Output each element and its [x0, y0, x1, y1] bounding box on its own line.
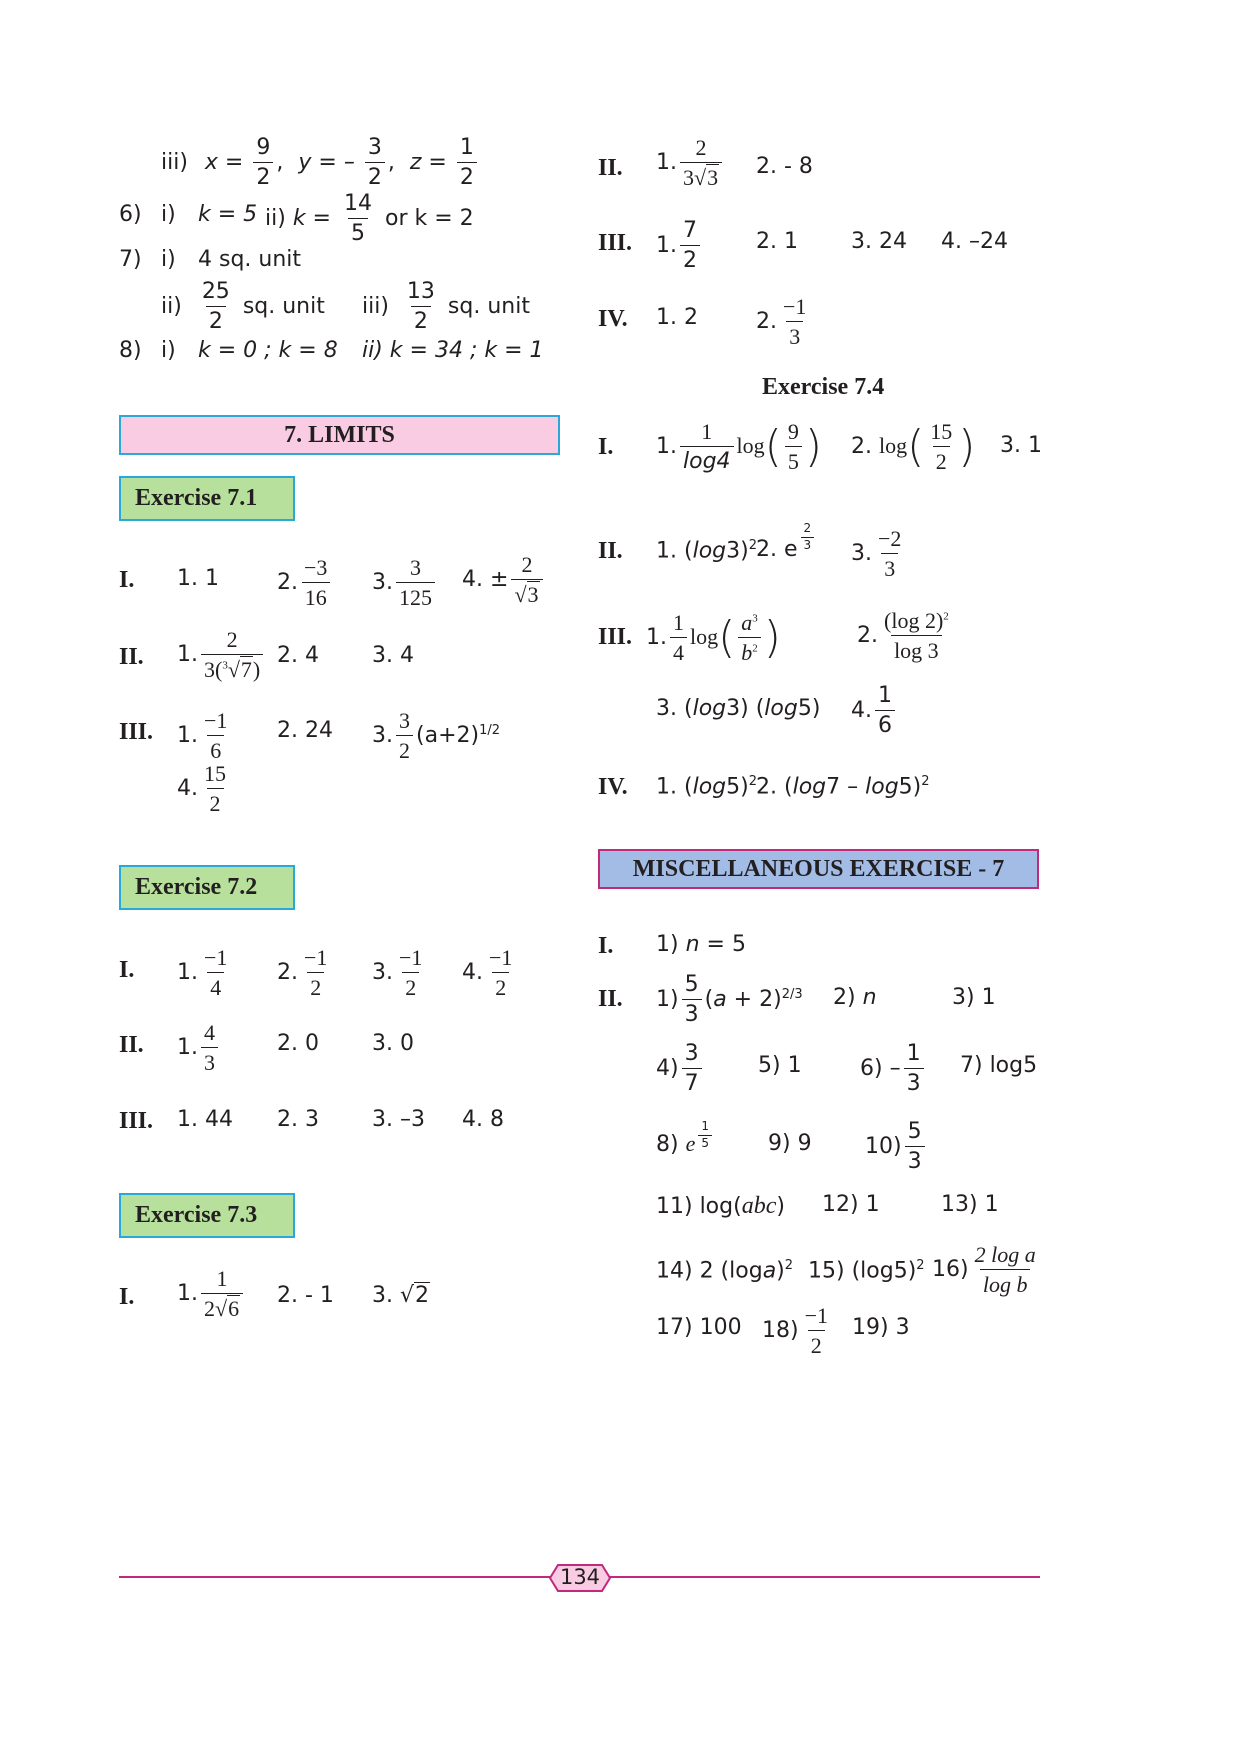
- chapter-title: 7. LIMITS: [119, 415, 560, 455]
- answer: 2. $\frac{-1}{3}$: [756, 294, 807, 350]
- answer: 1. $\frac{-1}{6}$: [177, 708, 228, 764]
- answer: 3) 1: [952, 985, 996, 1010]
- answer: 3. $\frac{-2}{3}$: [851, 526, 902, 582]
- answer: 1. $\frac{2}{3√3}$: [656, 136, 725, 190]
- answer: 1. $(\log 5)^2$: [656, 774, 758, 800]
- answer: 3. √2: [372, 1283, 430, 1308]
- answer: 9) 9: [768, 1131, 812, 1156]
- answer: 1. $\frac{7}{2}$: [656, 219, 703, 273]
- roman-label: II.: [598, 155, 623, 181]
- answer: 1. 44: [177, 1107, 233, 1132]
- answer: 18) $\frac{-1}{2}$: [762, 1303, 828, 1359]
- q7-ii-answer: ii) $\frac{25}{2}$ sq. unit: [161, 279, 325, 335]
- answer: 1. 2: [656, 305, 698, 330]
- answer: 4. $\frac{-1}{2}$: [462, 945, 513, 1001]
- roman-label: I.: [119, 957, 135, 983]
- answer: 4. $\frac{1}{6}$: [851, 684, 898, 738]
- answer: 13) 1: [941, 1192, 999, 1217]
- answer: 3. 24: [851, 229, 907, 254]
- answer: 2. 1: [756, 229, 798, 254]
- answer: 11) log(abc): [656, 1193, 785, 1219]
- answer: 2) n: [833, 985, 877, 1010]
- answer: 1. $\frac{1}{\log 4}$ log( $\frac{9}{5}$ ): [656, 419, 823, 475]
- q6-ii-answer: ii) k = $\frac{14}{5}$ or k = 2: [265, 191, 474, 247]
- answer: 15) $(\log 5)^2$: [808, 1258, 925, 1284]
- roman-label: I.: [598, 933, 614, 959]
- item-label: iii): [161, 150, 188, 176]
- answer: 3. 1: [1000, 433, 1042, 458]
- answer: 1) $\frac{5}{3}$ $(a + 2)^{2/3}$: [656, 972, 803, 1028]
- page-number: 134: [559, 1565, 601, 1589]
- answer: 3. $\frac{-1}{2}$: [372, 945, 423, 1001]
- roman-label: II.: [119, 644, 144, 670]
- answer: 2. 3: [277, 1107, 319, 1132]
- answer: 3. (log3) (log5): [656, 696, 821, 721]
- answer: 3. $\frac{3}{2}$ $(a+2)^{1/2}$: [372, 708, 500, 764]
- answer: 4. $\frac{15}{2}$: [177, 761, 226, 817]
- exercise-7-4-title: Exercise 7.4: [762, 374, 885, 400]
- answer: 2. 0: [277, 1031, 319, 1056]
- roman-label: I.: [119, 567, 135, 593]
- footer-rule-right: [604, 1576, 1040, 1578]
- roman-label: IV.: [598, 774, 628, 800]
- q8-i-label: i): [161, 338, 176, 363]
- roman-label: I.: [598, 434, 614, 460]
- footer-rule-left: [119, 1576, 556, 1578]
- fraction: $\frac{3}{2}$: [365, 136, 385, 190]
- answer: 14) 2 $(\log a)^2$: [656, 1258, 794, 1284]
- answer: 3. 4: [372, 643, 414, 668]
- answer: 2. $\frac{-1}{2}$: [277, 945, 328, 1001]
- roman-label: II.: [598, 986, 623, 1012]
- q5-iii-line: iii) x = $\frac{9}{2}$ , y = – $\frac{3}{2}$ , z = $\frac{1}{2}$: [161, 136, 480, 190]
- answer: 1) n = 5: [656, 932, 746, 957]
- answer: 2. (log7 – log5)$^2$: [756, 774, 930, 800]
- z-prefix: z =: [409, 150, 447, 176]
- fraction: $\frac{9}{2}$: [253, 136, 273, 190]
- answer: 3. 0: [372, 1031, 414, 1056]
- roman-label: II.: [119, 1032, 144, 1058]
- answer: 5) 1: [758, 1053, 802, 1078]
- answer: 4. –24: [941, 229, 1008, 254]
- exercise-7-3-title: Exercise 7.3: [119, 1193, 295, 1238]
- y-prefix: y = –: [298, 150, 355, 176]
- fraction: $\frac{1}{2}$: [457, 136, 477, 190]
- answer: 2. - 8: [756, 154, 813, 179]
- answer: 2. 4: [277, 643, 319, 668]
- answer: 4. ± $\frac{2}{√3}$: [462, 553, 546, 607]
- answer: 17) 100: [656, 1315, 742, 1340]
- answer: 3. –3: [372, 1107, 425, 1132]
- answer: 4. 8: [462, 1107, 504, 1132]
- answer: 1. $(\log 3)^2$: [656, 538, 758, 564]
- answer: 2. - 1: [277, 1283, 334, 1308]
- q8-number: 8): [119, 338, 142, 363]
- q7-i-label: i): [161, 247, 176, 272]
- roman-label: III.: [598, 230, 633, 256]
- answer: 2. log( $\frac{15}{2}$ ): [851, 419, 976, 475]
- exercise-7-2-title: Exercise 7.2: [119, 865, 295, 910]
- answer: 3. $\frac{3}{125}$: [372, 556, 438, 610]
- exercise-7-1-title: Exercise 7.1: [119, 476, 295, 521]
- roman-label: II.: [598, 538, 623, 564]
- q6-number: 6): [119, 202, 142, 227]
- answer: 19) 3: [852, 1315, 910, 1340]
- answer: 2. e $\frac{2}{3}$: [756, 522, 817, 561]
- q6-i-answer: k = 5: [198, 202, 258, 227]
- q8-ii-answer: ii) k = 34 ; k = 1: [362, 338, 544, 363]
- answer: 1. $\frac{2}{3(^3√7)}$: [177, 628, 266, 682]
- answer: 1. $\frac{-1}{4}$: [177, 945, 228, 1001]
- answer: 2. $\frac{(\log 2)^2}{\log 3}$: [857, 608, 949, 664]
- roman-label: III.: [119, 719, 154, 745]
- answer: 1. $\frac{1}{2√6}$: [177, 1267, 246, 1321]
- roman-label: III.: [598, 624, 633, 650]
- q8-i-answer: k = 0 ; k = 8: [198, 338, 338, 363]
- answer: 4) $\frac{3}{7}$: [656, 1042, 705, 1096]
- q7-number: 7): [119, 247, 142, 272]
- answer: 10) $\frac{5}{3}$: [865, 1120, 928, 1174]
- roman-label: IV.: [598, 306, 628, 332]
- q7-iii-answer: iii) $\frac{13}{2}$ sq. unit: [362, 279, 530, 335]
- answer: 8) e $\frac{1}{5}$: [656, 1120, 715, 1156]
- answer: 1. $\frac{1}{4}$ log( $\frac{a^3}{b^2}$ ): [646, 610, 781, 666]
- answer: 16) $\frac{\text{2 log a}}{\text{log b}}$: [932, 1242, 1036, 1298]
- q7-i-answer: 4 sq. unit: [198, 247, 302, 272]
- answer: 1. $\frac{4}{3}$: [177, 1021, 221, 1075]
- q6-i-label: i): [161, 202, 176, 227]
- x-prefix: x =: [204, 150, 244, 176]
- answer: 7) log5: [960, 1053, 1038, 1078]
- answer: 2. $\frac{-3}{16}$: [277, 556, 333, 610]
- answer: 2. 24: [277, 718, 333, 743]
- roman-label: I.: [119, 1284, 135, 1310]
- answer: 6) – $\frac{1}{3}$: [860, 1042, 927, 1096]
- miscellaneous-exercise-title: MISCELLANEOUS EXERCISE - 7: [598, 849, 1039, 889]
- roman-label: III.: [119, 1108, 154, 1134]
- answer: 1. 1: [177, 566, 219, 591]
- answer: 12) 1: [822, 1192, 880, 1217]
